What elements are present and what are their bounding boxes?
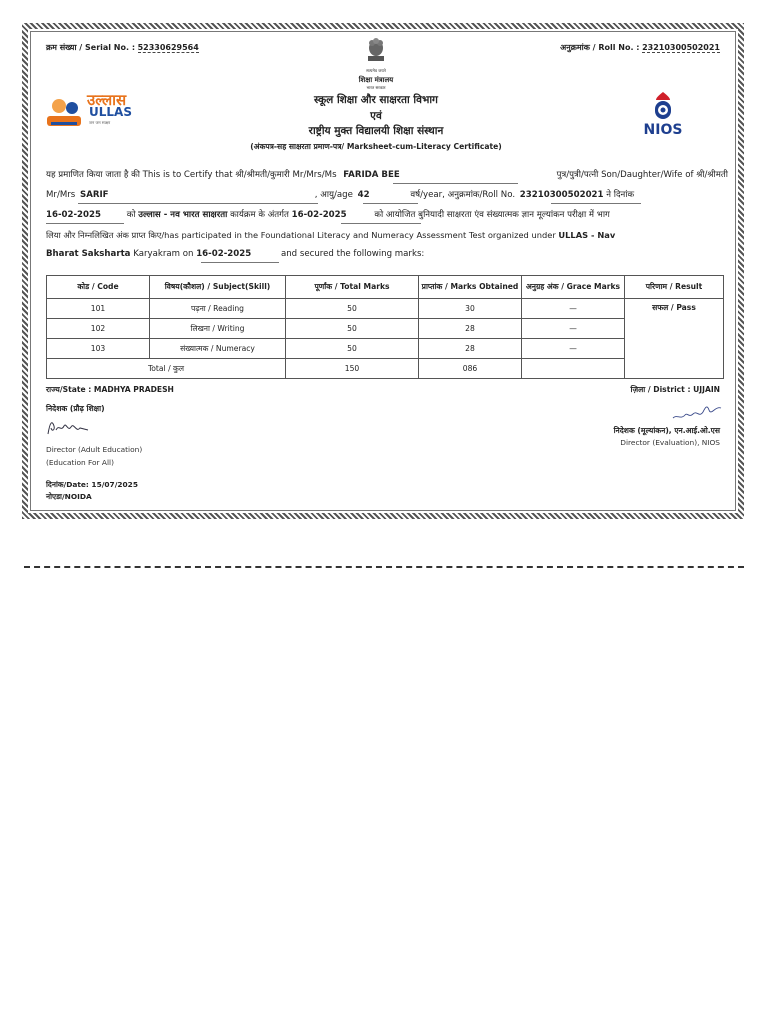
- row-code: 103: [47, 339, 150, 359]
- total-grace: [522, 359, 625, 379]
- header-result: परिणाम / Result: [625, 276, 724, 299]
- row-total: 50: [286, 299, 419, 319]
- roll-label: अनुक्रमांक / Roll No. :: [560, 43, 640, 52]
- name-underline: [393, 183, 518, 184]
- test-date-2: 16-02-2025: [291, 210, 347, 220]
- govt-name: भारत सरकार: [366, 85, 386, 90]
- candidate-name: FARIDA BEE: [343, 170, 400, 180]
- roll-underline: [551, 203, 641, 204]
- right-signature: [671, 400, 723, 424]
- candidate-age: 42: [357, 190, 370, 200]
- cert-text-1: यह प्रमाणित किया जाता है की This is to Certify that श्री/श्रीमती/कुमारी Mr/Mrs/Ms: [46, 170, 337, 180]
- row-subject: लिखना / Writing: [150, 319, 286, 339]
- row-obtained: 28: [419, 319, 522, 339]
- roll-number: [560, 42, 720, 53]
- row-grace: —: [522, 299, 625, 319]
- parent-underline: [78, 203, 318, 204]
- table-row: [47, 299, 724, 319]
- ullas-tagline: जन जन साक्षर: [89, 120, 111, 125]
- ullas-emblem-icon: [45, 92, 85, 132]
- header-marks-obtained: प्राप्तांक / Marks Obtained: [419, 276, 522, 299]
- roll-value: 23210300502021: [642, 43, 720, 52]
- row-obtained: 28: [419, 339, 522, 359]
- test-date-3: 16-02-2025: [196, 249, 252, 259]
- cert-text-6: ने दिनांक: [606, 190, 635, 200]
- program-hindi: उल्लास - नव भारत साक्षरता: [138, 210, 228, 220]
- cert-text-8: कार्यक्रम के अंतर्गत: [230, 210, 289, 220]
- total-marks: 150: [286, 359, 419, 379]
- evaluation-director-title: निदेशक (मूल्यांकन), एन.आई.ओ.एस: [613, 426, 720, 435]
- cert-roll-number: 23210300502021: [519, 190, 604, 200]
- row-code: 101: [47, 299, 150, 319]
- header-total-marks: पूर्णांक / Total Marks: [286, 276, 419, 299]
- marks-table: [46, 275, 724, 379]
- date2-underline: [341, 223, 421, 224]
- ullas-english-text: ULLAS: [89, 105, 132, 119]
- row-total: 50: [286, 319, 419, 339]
- issue-date: दिनांक/Date: 15/07/2025: [46, 480, 138, 489]
- certificate-border: [22, 23, 744, 519]
- row-grace: —: [522, 339, 625, 359]
- nios-title: राष्ट्रीय मुक्त विद्यालयी शिक्षा संस्थान: [308, 125, 444, 137]
- cert-text-3: Mr/Mrs: [46, 190, 76, 200]
- cert-text-9: को आयोजित बुनियादी साक्षरता एंव संख्यात्मक ज्ञान मूल्यांकन परीक्षा में भाग: [374, 210, 610, 220]
- issue-place: नोएडा/NOIDA: [46, 492, 92, 501]
- certificate-frame: [30, 31, 736, 511]
- test-date-1: 16-02-2025: [46, 210, 101, 220]
- emblem-icon: [364, 34, 388, 64]
- table-header-row: [47, 276, 724, 299]
- serial-value: 52330629564: [137, 43, 199, 52]
- header-conjunction: एवं: [370, 110, 382, 122]
- cert-text-10: लिया और निम्नलिखित अंक प्राप्त किए/has participated in the Foundational Literacy and Numeracy Assessment Test organized under: [46, 230, 556, 240]
- nios-text: NIOS: [643, 122, 683, 138]
- header-subject: विषय(कौशल) / Subject(Skill): [150, 276, 286, 299]
- cert-line-4: [46, 226, 728, 245]
- nios-emblem-icon: [650, 90, 676, 120]
- age-underline: [363, 203, 418, 204]
- evaluation-director-role: Director (Evaluation), NIOS: [620, 438, 720, 447]
- cert-text-12: and secured the following marks:: [280, 249, 425, 259]
- adult-edu-director-subrole: (Education For All): [46, 458, 114, 467]
- ullas-logo: [45, 90, 145, 134]
- header-code: कोड / Code: [47, 276, 150, 299]
- nios-logo: [623, 90, 703, 150]
- cert-text-4: , आयु/age: [314, 190, 353, 200]
- emblem-motto: सत्यमेव जयते: [366, 68, 386, 73]
- program-english-2: Bharat Saksharta: [46, 249, 131, 259]
- certificate-subtitle: (अंकपत्र-सह साक्षरता प्रमाण-पत्र/ Marksheet-cum-Literacy Certificate): [250, 142, 502, 151]
- cert-line-5: [46, 245, 728, 264]
- state-name: राज्य/State : MADHYA PRADESH: [46, 385, 174, 394]
- result-cell: सफल / Pass: [625, 299, 724, 379]
- total-obtained: 086: [419, 359, 522, 379]
- national-emblem: [351, 34, 401, 74]
- table-row: [47, 319, 724, 339]
- cut-line-divider: [24, 566, 744, 568]
- serial-number: [46, 42, 199, 53]
- row-code: 102: [47, 319, 150, 339]
- table-row: [47, 339, 724, 359]
- date1-underline: [46, 223, 124, 224]
- cert-text-11: Karyakram on: [133, 249, 194, 259]
- cert-text-7: को: [126, 210, 136, 220]
- adult-edu-director-title: निदेशक (प्रौढ़ शिक्षा): [46, 404, 105, 413]
- serial-label: क्रम संख्या / Serial No. :: [46, 43, 136, 52]
- table-total-row: [47, 359, 724, 379]
- row-subject: पढ़ना / Reading: [150, 299, 286, 319]
- row-subject: संख्यात्मक / Numeracy: [150, 339, 286, 359]
- cert-text-2: पुत्र/पुत्री/पत्नी Son/Daughter/Wife of श्री/श्रीमती: [556, 170, 728, 180]
- row-obtained: 30: [419, 299, 522, 319]
- cert-text-5: वर्ष/year, अनुक्रमांक/Roll No.: [410, 190, 516, 200]
- cert-line-1: [46, 166, 728, 185]
- dept-title: स्कूल शिक्षा और साक्षरता विभाग: [314, 94, 438, 106]
- ullas-hindi-text: उल्लास: [87, 91, 127, 109]
- program-english-1: ULLAS - Nav: [558, 230, 616, 240]
- district-name: ज़िला / District : UJJAIN: [630, 385, 720, 394]
- left-signature: [46, 418, 90, 438]
- row-grace: —: [522, 319, 625, 339]
- header-grace-marks: अनुग्रह अंक / Grace Marks: [522, 276, 625, 299]
- parent-name: SARIF: [80, 190, 109, 200]
- row-total: 50: [286, 339, 419, 359]
- ministry-name: शिक्षा मंत्रालय: [358, 76, 394, 84]
- total-label: Total / कुल: [47, 359, 286, 379]
- date3-underline: [201, 262, 279, 263]
- adult-edu-director-role: Director (Adult Education): [46, 445, 143, 454]
